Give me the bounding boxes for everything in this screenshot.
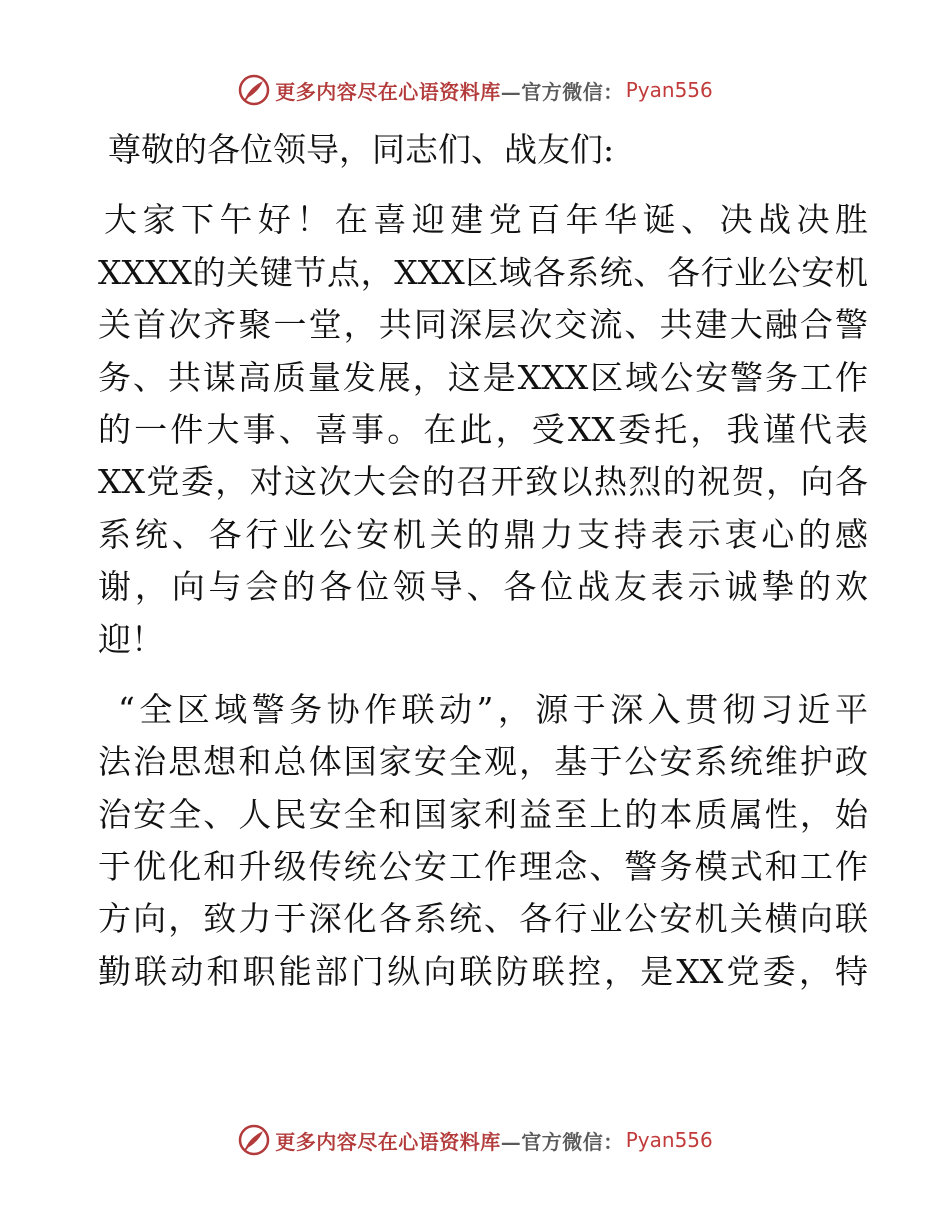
watermark-wechat-label: —官方微信：: [500, 1129, 624, 1154]
watermark-wechat-id: Pyan556: [625, 1128, 713, 1152]
text-line: 法治思想和总体国家安全观，基于公安系统维护政: [98, 742, 868, 782]
footer-watermark: [0, 1120, 950, 1160]
text-line: XXXX的关键节点，XXX区域各系统、各行业公安机: [98, 252, 868, 292]
header-watermark: [0, 70, 950, 110]
watermark-wechat-id: Pyan556: [625, 78, 713, 102]
text-line: 的一件大事、喜事。在此，受XX委托，我谨代表: [98, 409, 868, 449]
text-line: XX党委，对这次大会的召开致以热烈的祝贺，向各: [98, 462, 868, 502]
salutation: 尊敬的各位领导，同志们、战友们:: [108, 130, 615, 169]
text-line: 系统、各行业公安机关的鼎力支持表示衷心的感: [98, 514, 868, 554]
paragraph-cooperation: [98, 684, 868, 998]
text-line: 治安全、人民安全和国家利益至上的本质属性，始: [98, 794, 868, 834]
text-line: 方向，致力于深化各系统、各行业公安机关横向联: [98, 899, 868, 939]
text-line: 关首次齐聚一堂，共同深层次交流、共建大融合警: [98, 305, 868, 345]
paragraph-greeting: [98, 194, 868, 666]
text-line: 大家下午好！在喜迎建党百年华诞、决战决胜: [104, 200, 868, 240]
document-body: [98, 124, 868, 998]
text-line: 谢，向与会的各位领导、各位战友表示诚挚的欢: [98, 567, 868, 607]
text-line: 勤联动和职能部门纵向联防联控，是XX党委，特: [98, 951, 868, 991]
quill-pen-logo-icon: [237, 73, 271, 107]
text-line: 于优化和升级传统公安工作理念、警务模式和工作: [98, 847, 868, 887]
text-line: “全区域警务协作联动”，源于深入贯彻习近平: [118, 689, 868, 729]
text-line: 务、共谋高质量发展，这是XXX区域公安警务工作: [98, 357, 868, 397]
watermark-title: 更多内容尽在心语资料库: [275, 1129, 501, 1154]
text-line: 迎！: [98, 619, 164, 659]
quill-pen-logo-icon: [237, 1123, 271, 1157]
watermark-title: 更多内容尽在心语资料库: [275, 79, 501, 104]
watermark-wechat-label: —官方微信：: [500, 79, 624, 104]
